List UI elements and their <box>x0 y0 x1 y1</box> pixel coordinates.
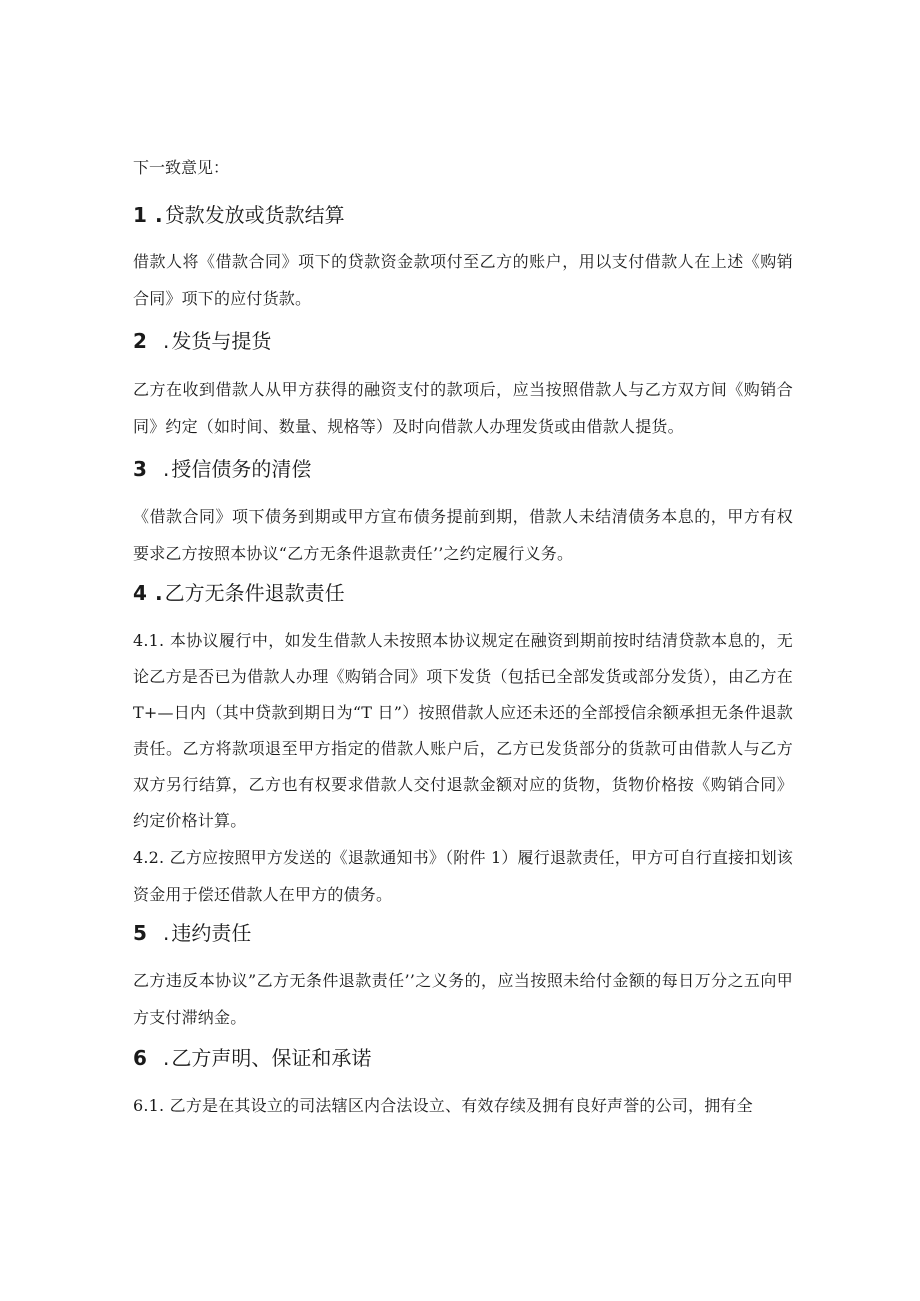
section-number: 2 <box>133 329 147 353</box>
section-heading-3 <box>133 456 793 482</box>
section-heading-5 <box>133 920 793 946</box>
section-number: 6 <box>133 1046 147 1070</box>
section-4-paragraph-2: 4.2. 乙方应按照甲方发送的《退款通知书》（附件 1）履行退款责任，甲方可自行直接扣划该资金用于偿还借款人在甲方的债务。 <box>133 848 793 904</box>
section-title: 贷款发放或货款结算 <box>164 203 345 227</box>
section-number: 3 <box>133 457 147 481</box>
section-number: 5 <box>133 921 147 945</box>
section-title: 违约责任 <box>171 921 252 945</box>
section-heading-4 <box>133 580 793 606</box>
section-heading-6 <box>133 1045 793 1071</box>
section-dot: . <box>155 581 163 605</box>
section-title: 发货与提货 <box>171 329 272 353</box>
section-title: 乙方声明、保证和承诺 <box>171 1046 372 1070</box>
section-title: 授信债务的清偿 <box>171 457 312 481</box>
section-1-paragraph-1: 借款人将《借款合同》项下的贷款资金款项付至乙方的账户，用以支付借款人在上述《购销合同》项下的应付货款。 <box>133 252 793 308</box>
section-heading-1 <box>133 202 793 228</box>
section-dot: . <box>155 203 163 227</box>
section-number: 1 <box>133 203 147 227</box>
section-5-paragraph-1: 乙方违反本协议”乙方无条件退款责任’’之义务的，应当按照未给付金额的每日万分之五向甲方支付滞纳金。 <box>133 971 793 1027</box>
section-4-paragraph-1: 4.1. 本协议履行中，如发生借款人未按照本协议规定在融资到期前按时结清贷款本息的，无论乙方是否已为借款人办理《购销合同》项下发货（包括已全部发货或部分发货），由乙方在 T+—日内（其中贷款到期日为“T 日”）按照借款人应还未还的全部授信余额承担无条件退款责任。乙方将款项退至甲方指定的借款人账户后，乙方已发货部分的货款可由借款人与乙方双方另行结算，乙方也有权要求借款人交付退款金额对应的货物，货物价格按《购销合同》约定价格计算。 <box>133 631 793 830</box>
section-dot: . <box>163 921 170 945</box>
section-number: 4 <box>133 581 147 605</box>
intro-line: 下一致意见： <box>133 158 230 177</box>
section-dot: . <box>163 329 170 353</box>
section-dot: . <box>163 457 170 481</box>
section-title: 乙方无条件退款责任 <box>164 581 345 605</box>
section-heading-2 <box>133 328 793 354</box>
section-dot: . <box>163 1046 170 1070</box>
section-2-paragraph-1: 乙方在收到借款人从甲方获得的融资支付的款项后，应当按照借款人与乙方双方间《购销合同》约定（如时间、数量、规格等）及时向借款人办理发货或由借款人提货。 <box>133 380 793 436</box>
section-6-paragraph-1: 6.1. 乙方是在其设立的司法辖区内合法设立、有效存续及拥有良好声誉的公司，拥有全 <box>133 1096 753 1115</box>
section-3-paragraph-1: 《借款合同》项下债务到期或甲方宣布债务提前到期，借款人未结清债务本息的，甲方有权要求乙方按照本协议“乙方无条件退款责任’’之约定履行义务。 <box>133 507 793 563</box>
